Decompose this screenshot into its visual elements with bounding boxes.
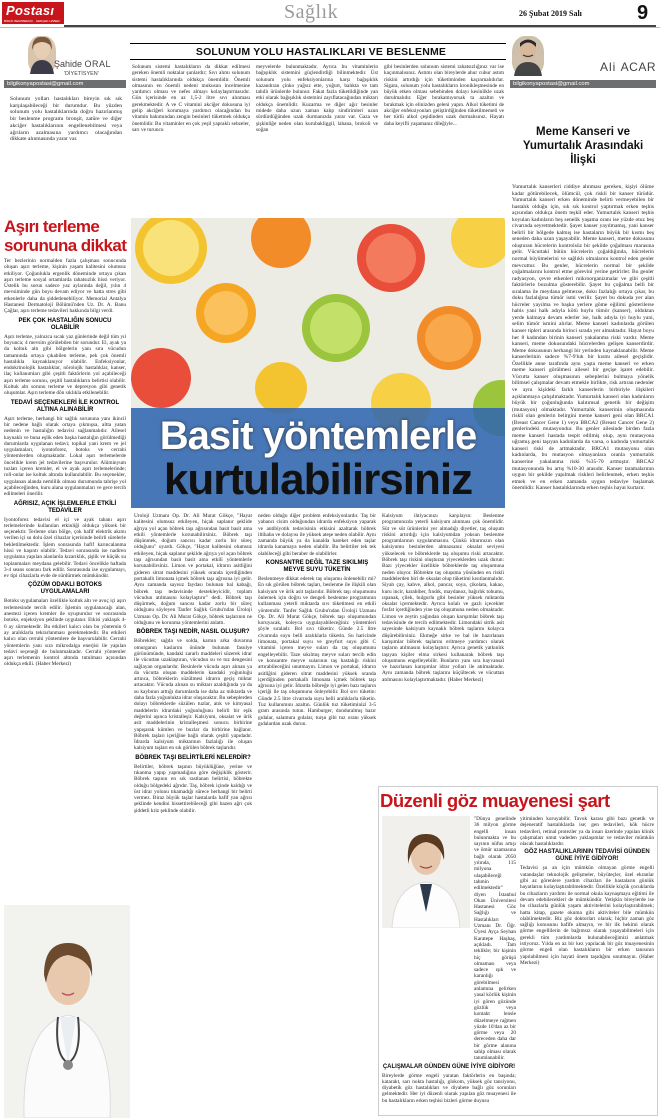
author-last-name: ORAL (84, 59, 112, 69)
newspaper-logo[interactable]: Postası (2, 2, 64, 24)
eye-exam-col1-text-b: Bireylerde görme engeli yaratan faktörlerin en başında; katarakt, sarı nokta hastalığı, glokom, yüksek göz tansiyonu, diyabetik göz hastalıkları ve diyabete bağlı göz sorunları gelmektedir. Her iyi düzenli olarak yapılan göz muayenesi ile bu hastalıkların erken teşhisi bizleri görme duyusu (382, 1072, 516, 1104)
author-photo-ali (512, 36, 544, 76)
right-author-name (596, 60, 656, 74)
meme-article-body: Yumurtalık kanserleri ciddiye alınması gereken, kişiyi ölüme kadar götürebilecek, ölümcül, çok riskli bir kanser türüdür. Yumurtalık kanseri erken döneminde belirti vermeyebilen bir hastalık olduğu için, sık sık kontrol yaptırmak erken teşhis açısından oldukça önem teşkil eder. Yumurtalık kanseri teşhis koyulan kadınların beş senelik yaşama oranı ise yüzde otuz beş civarında seyretmektedir. Şayet kanser yayılmamış, yani kanser belirli bir bölgede kalmış ise hastaların büyük bir kısmı beş seneden daha uzun yaşayabilir. Meme kanseri, meme dokusunu oluşturan hücrelerin kontrolsüz bir şekilde çoğalması marasına gelir. Vücuttaki bütün hücrelerin çoğaldığında, hücrelerin normal büyümelerini ve sağlıklı olmalarını kontrol eden genler mevcuttur. Bu genler, hücrelerin normal bir şekilde çoğalmalarını kontrol etme görevini yerine getirirler. Bu genler radyasyon, çevre etkenleri mikroorganizmalar ve gibi çeşitli faktörlerle bozulma gösterebilir. Şayet bu çoğalma belli bir sıralama ile meydana gelmezse, doku fazlalığı ortaya çıkar, bu doku fazlalığına tümör ismi verilir. Şayet bu dokuda yer alan hücreler yayılma ve başka yerlere göme eğilimi gösterilerse habis yani halk adıyla kötü huylu tümör (kanser), olduktan yerde kalmaya devam ederler ise, halk adıyla iyi huylu yani, selim tümör ismini alırlar. Meme kanseri kadınlarda görülen kanser tipleri arasında birinci sırada yer almaktadır. Hayat boyu her 8 kadından birinin kanseri yakalanma riski vardır. Meme kanseri, meme dokusundaki hücrelerden gelişen kanserdirdir. Meme dokusunun herhangi bir yerinden kaynaklanabilir. Meme kanserlerinin sadece %7-9'luk bir kısmı ailesel geçişlidir. Özellikle anne tarafında aynı yaşta meme kanseri ve erken meme kanseri görülmesi ailesel bir geçişe işaret edebilir. Vücutta kanser oluşmasının sebeplerini bulmaya yönelik bilimsel çalışmalar devam etmekle birlikte, risk artıran nedenler ve aynı kişideki farklı kanserlerin birbiriyle ilişkileri açıklanmaya çalışılmaktadır. Yumurtalık kanseri olan kadınların büyük bir çoğunluğunda kalıtımsal genetik bir değişim (mutasyon) olmaktadır. Yumurtalık kanserinin oluşmasında riskli olan genlerin belirgini meme kanseri geni olan BRCA1 (Breast Cancer Gene 1) veya BRCA2 (Breast Cancer Gene 2) genlerindeki mutasyondur. Bu genler ailesinde birden fazla meme kanseri hastada tespit edilmiş olup, aynı mutasyona uğramış geni taşıyan kadınlarda da varsa, o kadında yumurtalık kanseri riski de artmaktadır. BRCA1 mutasyonu olan kadınlarda, bu mutasyon olmayanlara oranla yumurtalık kanserine yakalanma riski %35-70 artmıştır. BRCA2 mutasyonunda bu artış %10-30 arasıdır. Kanser taramalarının uygun bir şekilde yapılmak riskleri belirlenmek, erken teşhis etmek ve en erken zamanda uygun tedaviye başlamak önemlidir. Kanser hastalıklarında erken teşhis hayat kurtarır. (512, 184, 654, 492)
feature-col3-text: Kalsiyum ihtiyacınızı karşılayın: Beslenme programınızda yeterli kalsiyum alınması çok önemlidir. Süt ve süt ürünlerini yer almadığı diyetler, taş oluşum riskini artırdığı için kalsiyumdan yoksun beslenme programlarının uygulanmasını. Çünkü idrarınızın olan kalsiyumu besinlerden almazsanız oksalat seviyesi yükselecek ve böbreklerde taş oluşumu riski artacaktır. Böbrek taşı riskini oluşturan yiyeceklerden uzak durun: Bazı yiyecekler özellikle böbreklerde taş oluşumuna neden oluyor. Böbrekte taş oluşuma yönünden en riskli maddelerden biri de oksalat olup tüketimi kısıtlanmalıdır. Siyah çay, kahve, alkol, pancar, soya, çikolata, kakao, kuru incir, karabiber, fındık, maydanoz, bağırlık tohumu, ıspanak, çilek, bulgurlu gibi besinler yüksek miktarda oksalat içermektedir. Ayrıca kolalı ve gazlı içecekler fosfat içerdiğinden yine taş oluşumuna neden olmaktadır. Limon ve zeytin yağından oluşan karışımlar böbrek taşı tedavisinde de tercih edilmektedir. Limondaki sitrik asit sayesinde kalsiyum kaynaklı böbrek taşlarını kolayca düşürebilirsiniz. Ekmeğe sirke ve bal ile hazırlanan karışımlar böbrek taşlarını eritmeye yardımcı olarak taşların atılmasını kolaylaştırır. Ayrıca genetik yatkınlık taşıyan kişiler elma sirkesi kullanarak böbrek taşı oluşumunu engelleyebilir. Bunların yanı sıra hayvansal ve hazırlanan karışımlar idrar yolları ile atılmaktadır. Aynı zamanda böbrek taşlarını küçültecek ve vücuttan atılmasını kolaylaştırmaktadır. (Haber Merkezi) (382, 513, 504, 683)
feature-subhead-3: KONSANTRE DEĞİL TAZE SIKILMIŞ MEYVE SUYU TÜKETİN (265, 560, 369, 574)
eye-exam-col2-text-b: Tedavisi şu an için mümkün olmayan görme engelli vatandaşlar teknolojik gelişmeler, büyüteçler, özel ekranlar gibi az görenlere yardım cihazları ile hastaların günlük hayatlarını kolaylaştırabilmektedir. Özellikle küçük çocuklarda bu cihazların yardımı ile normal okula kaynaşmaya eğitimi ile devam edebilecekleri de mümkündür. Yetişkin bireylerde ise bu cihazlarla günlük yaşam aktivitelerini kolaylaştırabilmek; hatta kitap, gazete okuma gibi aktiviteler bile mümkün olabilmektedir. Biz göz doktorları olarak; hiçbir zaman göz sağlığı konusunu hafife almayın, ve bir ilk hekimi olarak görme engellilerin de bağımsız olarak yaşayabilmeleri için gerekli tüm yardımlarda bulunabileceğimizi anlatmak istiyoruz. Yılda en az bir kez yapılacak bir göz muayenesinin görme engeli olan hastalıkların bir erken tanısının yapılabilmesi için hayati önem taşıdığını unutmayın. (Haber Merkezi) (520, 865, 654, 966)
feature-col1-text: Üroloji Uzmanı Op. Dr. Ali Murat Gökçe, "Hayat kalitesini olumsuz etkileyen, hiçak saplanır şeklide ağrıya yol açan böbrek taşı ağrısından basit basit ama etkili yöntemlerle korunabilirsiniz. Böbrek taşı düşünmek, doğum sancısı kadar zorlu bir süreç olduğunu" uyardı. Gökçe, "Hayat kalitesini olumsuz etkileyen, hiçak saplanır şekilde ağrıya yol açan böbrek taşı ağrısından basit basit ama etkili yöntemlerle korunabilirsiniz. Limon ve portakal, idrarın asitliğini gideren sitrat maddesini yüksek oranda içerdiğinden portakallı limonata içmek böbrek taşı ağrısına iyi gelir. Aynı zamanda sayısız faydası bulunan bal kabağı, böbrek taşı tedavisinde destekleyicidir, toplam vücudun atılmasını kolaylaştırır" dedi. Böbrek taşı düşürmek, doğum sancısı kadar zorlu bir süreç olduğunu söyleyen Tanfer Sağlık Grubu'ndan Üroloji Uzmanı Op. Dr. Ali Murat Gökçe, böbrek taşlarının ne olduğunu ve korunma yöntemlerini anlattı. (134, 513, 252, 627)
asiri-intro: Ter bezlerinin normalden fazla çalışması sonucunda oluşan aşırı terleme, kişinin yaşam kalitesini olumsuz etkiliyor. Çoğunlukla ergenlik döneminde ortaya çıkan aşırı terleme sosyal ortamlarda rahatsızlık hissi veriyor. Üstelik bu sorun sadece yaz aylarında değil, yılın 4 mevsiminde gün boyu devam ediyor ve hatta stres gibi etkenlerle daha da şiddetlenebiliyor. Memorial Antalya Hastanesi Dermatoloji Bölümü'nden Uz. Dr. A. Banu Çağlar, aşırı terleme tedavileri hakkında bilgi verdi. (4, 258, 126, 315)
asiri-article-title: Aşırı terleme sorununa dikkat (4, 217, 127, 255)
feature-headline-line1: Basit yöntemlerle (159, 414, 477, 458)
author-portrait-icon (28, 36, 56, 74)
section-title: Sağlık (284, 1, 339, 23)
top-article-col1: Solunum sistemi hastalıkların da dikkat edilmesi gereken önemli noktalar şunlardır; Sıvı alımı solunum sistemi hastalıklarında oldukça önemlidir. Önemli olmasının en önemli nedeni mukusun incelmesine yardımcı olması ve nefes almayı kolaylaştırmasıdır. Gün içerisinde en az 1,5-2 litre sıvı alınması gerekmektedir. A ve C vitamini akciğer dokusuna iyi gelip akciğeri korumaya yardımcı olacağından bu vitamin bakımından zengin besinleri tüketmek oldukça önemlidir. Bu vitaminler en çok yeşil yapraklı sebzeler, sarı ve turuncu (132, 64, 250, 133)
feature-col1-text-c: Belirtiler, böbrek taşının büyüklüğüne, yerine ve tıkanma yapıp yapmadığına göre değişiklik gösterir. Böbrek taşının en sık rastlanan belirtisi, böbrekte olduğu bölgedeki ağrıdır. Taş, böbrek içinde kaldığı ve üst idrar yolunu tıkamadığı sürece herhangi bir belirti vermez. Biraz büyük taşlar hastalarda hafif yan ağrısı şeklinde kendini hissettirebileceği gibi bazen ağrı çok şiddetli kriz şeklinde olabilir. (134, 763, 252, 814)
asiri-subhead-3: AĞRISIZ, AÇIK İŞLEMLERLE ETKİLİ TEDAVİLER (13, 500, 117, 514)
author-name (54, 59, 126, 69)
asiri-subhead-4: ÇÖZÜM ODAKLI BOTOKS UYGULAMALARI (28, 582, 102, 596)
right-author-first: Ali (599, 60, 617, 74)
eye-exam-col2-text: yitiminden koruyabilir. Tavuk karası gibi bazı genetik ve dejeneratif hastalıklarda ise; gen tedavileri, kök hücre tedavileri, retinal protezler ya da insan üzerinde yapılan klinik çalışmaları umut vadeden yaklaşımlar ve tedaviler mümkün olacak hastalıklardır. (520, 816, 654, 848)
feature-headline-line2: kurtulabilirsiniz (163, 455, 473, 504)
meme-article-title: Meme Kanseri ve Yumurtalık Arasındaki İlişki (522, 126, 644, 166)
asiri-paragraph-3: İyontoforez tedavisi el içi ve ayak tabanı aşırı terlemelerinde kullanılan etkinliği oldukça yüksek bir seçenektir. Terleme olan bölge, çok hafif elektrik akımı verilen içi su dolu özel cihazlar içerisinde belirli sürelerle bekletilmektedir. İşlem sonrasında hafif karıncalanma hissi ve kaşıntı olabilir. Tedavi sonrasında ise nadiren uygulama yapılan alanlarda kızarıklık, şişlik ve küçük su toplanmaları meydana gelebilir. Tedavi öncelikle haftada 3-4 seans sonrası fark edilir. Sonrasında ise uygulamayı, ev tipi cihazlarla evde de sürdürmek mümkündür. (4, 516, 126, 580)
top-article-col3: gibi besinlerden solunum sistemi rahatsızlığınız var ise kaçınmalısınız. Astımı olan bireylerde ahur cubur astım riskini artırdığı için tüketiminden kaçınmalıdırlar. Sigara, solunum yolu hastalıkların kronikleşmesinde en büyük etken olması sebebinden dolayı kesinlikle uzak durulmalıdır. Eğer bırakamıyorsak ta azaltın ve bırakmak için elinizden geleni yapın. Alkol tüketimi de akciğer enfeksiyonları geliştirdiğinden tüketilmemeli ve her türlü alkol çeşidinden uzak durmalısınız. Hayatı daha keyifli yaşamanız dileğiyle... (384, 64, 504, 127)
top-article-title: SOLUNUM YOLU HASTALIKLARI VE BESLENME (195, 46, 447, 58)
doctor-illustration (4, 905, 130, 1118)
right-author-last: ACAR (620, 60, 656, 74)
left-author-box (4, 34, 126, 209)
masthead (0, 0, 660, 28)
logo-tagline: BİRLİK BERABERLİK · GERÇEK HABER (4, 19, 60, 23)
author-email[interactable]: bilgikonyapostasi@gmail.com (4, 80, 126, 88)
asiri-paragraph-4: Botoks uygulamaları özellikle koltuk altı ve avuç içi aşırı terlemesinde tercih edilir. İşlemin uygulanacağı alan, anestezi içeren kremler ile uyuşturulur ve sonrasında botoks, enjeksiyon şeklinde uygulanır. Etkisi yaklaşık 4-6 ay sürmektedir. Bu etkileri kalıcı olan bu yöntemin 6 ay aralıklarla tekrarlanması gerekmektedir. Bu etkileri kalıcı olan cerrahi yöntemlere de başvurulabilir. Cerrahi yöntemlerin yanı sıra mikrodalga enerjisi ile yapılan tedavi seçeneği de bulunmaktadır. Cerrahi yöntemler aşırı terlemenin kontrol altında tutulması açısından oldukça etkili. (Haber Merkezi) (4, 598, 126, 668)
eye-exam-col1 (382, 816, 516, 1114)
author-title: 'DİYETİSYEN' (64, 71, 99, 77)
eye-exam-title: Düzenli göz muayenesi şart (380, 790, 610, 811)
feature-col1-text-b: Böbrekler; sağda ve solda, karnın arka duvarına omurganın kaslarını önünde bulunan fasulye görünümünde, kandaki zararlı maddeleri süzerek idrar ile vücuttan uzaklaştıran, vücudun su ve tuz dengesini sağlayan organlardır. Besinlerle vücuda aşırı alınan ya da vücutta oluşan maddelerin kandaki yoğunluğu artınca, böbreklerin süzülmesi idrarın geçiş miktar artacaktır. Vücuda alınan su miktarı azaldığında ya da su kaybının arttığı durumlarda ise daha az miktarda ve daha fazla yoğunlukta idrar oluşacaktır. Bu sebeplerden dolayı böbreklerde süzülen tuzlar, atık ve kimyasal maddelerin idrardaki yoğunluğunu belirli bir eşik değerini aşınca kristalleşir. Kalsiyum, oksalat ve ürik asit maddelerinin kristalleşmesi sonucu birbirine yapışarak kümlen ve buzlar da birbirine bağlanır. Böbrek taşları içeriğine bağlı olarak çeşitli yapıdadır. İdrarda kalsiyum miktarının fazlalığı ile oluşan kalsiyum taşları en sık görülen böbrek taşlarıdır. (134, 638, 252, 752)
asiri-paragraph-2: Aşırı terleme, herhangi bir sağlık sorununa yanı ikincil bir nedene bağlı olarak ortaya çıkmışsa, altta yatan nedenin ve hastalığın tedavisi sağlanmalıdır. Ailesel kaynaklı ve buna eşlik eden başka hastalığın görülmediği durumlarda uygulanan tedavi; topikal yani krem ve jel uygulamaları, iyontoforez, botoks ve cerrahi yöntemlerden oluşmaktadır. Lokal aşırı terlemelerde öncelikle krem jel tedavilerine başvurulur. Alüminyum tuzları içeren kremler, el ve ayak aşırı terlemelerinde; roll-onlar ise koltuk altında kullanılabilir. Bu seçenekler, uygulanan alanda nemlilik olması durumunda tahrişe yol açabileceğinden, kuru alana uygulanmaları ve gece tercih edilmeleri önerilir. (4, 415, 126, 498)
author-photo-sahide (28, 36, 56, 74)
doctor-photo (4, 905, 130, 1118)
eye-exam-subhead-2: GÖZ HASTALIKLARININ TEDAVİSİ GÜNDEN GÜNE İYİYE GİDİYOR! (524, 849, 650, 863)
feature-col1 (134, 513, 252, 1115)
top-article-rule-bottom (130, 59, 506, 60)
feature-col3 (382, 513, 504, 783)
author-first-name: Şahide (54, 59, 83, 69)
issue-date: 26 Şubat 2019 Salı (519, 9, 582, 18)
asiri-subhead-2: TEDAVİ SEÇENEKLERİ İLE KONTROL ALTINA ALINABİLİR (10, 399, 120, 413)
asiri-paragraph-1: Aşırı terleme, yalnızca sıcak yaz günlerinde değil tüm yıl boyunca; 4 mevsim görülebilen bir sorundur. El, ayak ya da koltuk altı gibi bölgelerin yanı sıra vücudun tamamında ortaya çıkabilen terleme, pek çok önemli hastalıkla kaynaklanıyor olabilir. Enfeksiyonlar, endokrinolojik hastalıklar, nörolojik hastalıklar, kanser, ilaç kullanımları gibi çeşitli faktörlerin yol açabileceği aşırı terleme sorunu, çeşitli hastalıkların belirtisi olabilir. Koltuk altı sorunu terleme ve depresyon gibi genetik oluşumlar. Aşırı terleme dön sıklıkla etkilenebilir. (4, 333, 126, 397)
eye-exam-col1-text: "Dünya genelinde 36 milyon görme engelli insan bulunmakta ve bu sayının nüfus artışı ve ömür uzamasına bağlı olarak 2050 yılında, 115 milyona ulaşabileceği tahmin edilmektedir" diyen İstanbul Okan Üniversitesi Hastanesi Göz Sağlığı ve Hastalıkları Uzmanı Dr. Öğr. Üyesi Ayça Seyhan Karatepe Haşhaş, açıkladı. Tam teklikle; bir kişinin hiç görüşü olmaması veya sadece ışık ve karanlığı görebilmesi anlamına gelirken yasal körlük kişinin iyi gören gözünde gözlük veya kontakt lensle düzeltmeye rağmen yüzde 10'dan az bir görme veya 20 dereceden daha dar bir görme alanına sahip olması olarak tanımlanabilir. (474, 816, 516, 1062)
feature-col2 (258, 513, 376, 1115)
right-author-email[interactable]: bilgikonyapostasi@gmail.com (510, 80, 656, 88)
feature-col2-text-b: Beslenmeye dikkat ederek taş oluşumu önlenebilir mi? En sık görülen böbrek taşları, beslenme ile ilişkili olan kalsiyum ve ürik asit taşlarıdır. Böbrek taşı oluşumunu önlemek için doğru ve dengeli beslenme programının kullanması yeterli miktarda sıvı tüketimesi en etkili yöntemdir. Tanfer Sağlık Grubu'ndan Üroloji Uzmanı Op. Dr. Ali Murat Gökçe, böbrek taşı oluşumundan koruyacak, koleyca uygulayabileceğiniz yöntemleri şöyle sıraladı: Bol sıvı tüketin: Günde 2.5 litre civarında suyu belli aralıklarla tüketin. Su haricinde limonata, portakal suyu ve greyfurt suyu gibi C vitamini içeren meyve suları da taş oluşumunu engelleyebilir. Taze sıkılmış meyve suları tercih edin ve konsantre meyve sularının taş hastalığı riskini artırabileceğini unutmayın. Limon ve portakal, idrarın asitliğini gideren sitrat maddesini yüksek oranda içerdiğinden portakallı limonata içmek böbrek taşı ağrısına iyi gelir. İdrarda böbreğe iyi gelen bazı taşların içeriği ile taş oluşumunu önleyebilir. Bol sıvı tüketin: Günde 2.5 litre civarında suyu belli aralıklarla tüketin. Tuz kullanımını azaltın. Günlük tuz tüketiminizi 3-5 gram arasında tutun. Hamburger, donduralmış hazır gıdalar, salamura gıdalar, turşu gibi tuz oranı yüksek gıdalardan uzak durun. (258, 576, 376, 727)
masthead-rule (64, 25, 656, 27)
feature-subhead-2: BÖBREK TAŞI BELİRTİLERİ NELERDİR? (135, 754, 251, 761)
eye-exam-col2 (520, 816, 654, 1114)
author-portrait-icon (512, 36, 544, 76)
eye-exam-subhead-1: ÇALIŞMALAR GÜNDEN GÜNE İYİYE GİDİYOR! (382, 1063, 516, 1070)
asiri-article-body (4, 258, 126, 862)
top-article-rule (130, 43, 506, 44)
asiri-subhead-1: PEK ÇOK HASTALIĞIN SONUCU OLABİLİR (18, 317, 112, 331)
right-author-box (510, 34, 656, 118)
page-number: 9 (637, 2, 649, 24)
feature-subhead-1: BÖBREK TAŞI NEDİR, NASIL OLUŞUR? (136, 629, 250, 636)
top-article-col2: meyvelerde bulunmaktadır. Ayrıca bu vitaminlerin bağışıklık sistemini güçlendirdiği bilinmektedir. Üst solunum yolu enfeksiyonlarına karşı bağışıklık kazandıran çinko yağsız ette, yoğurt, balıkta ve tam tahıllı ürünlerde bulunur. Fakat fazla tüketildiğinde yan etki olarak bağışıklık sistemini zayıflatacağından miktarı oldukça önemlidir. Kuzarma ve diğer ağır besinler midede daha uzun zaman kalıp sindirimleri uzun sürdürdüğünden uzak durmanızda yarar var. Gaza ve şişkinliğe neden olan kurubakliggil, lahana, brokoli ve soğan (256, 64, 378, 133)
left-author-text: Solunum yolları hastalıkları bireyin sık sık karşılaşabileceği bir durumdur. Bu yüzden solunum yolu hastalıklarında doğru hazırlanmış bir beslenme programı bronşit, zatüre ve diğer akciğer hastalıklarının engellenebilmesi veya ağrıların azalmasına yardımcı olacağından dikkate alınmasında yarar var. (10, 96, 122, 143)
feature-col2-text: neden olduğu diğer problem enfeksiyonlardır. Taş bir yabancı cisim olduğundan idrarda enfeksiyon yaparak ve antibiyotik tedavisinin etkisini azaltarak böbrek iltihaba ve dolayısı ile yüksek ateşe neden olabilir. Aynı zamanda büyük ya da kanalda hareket eden taşlar idrarda kanamaya neden olabilir. Bu belirtiler tek tek olabileceği gibi beraber de olabilirler. (258, 513, 376, 557)
